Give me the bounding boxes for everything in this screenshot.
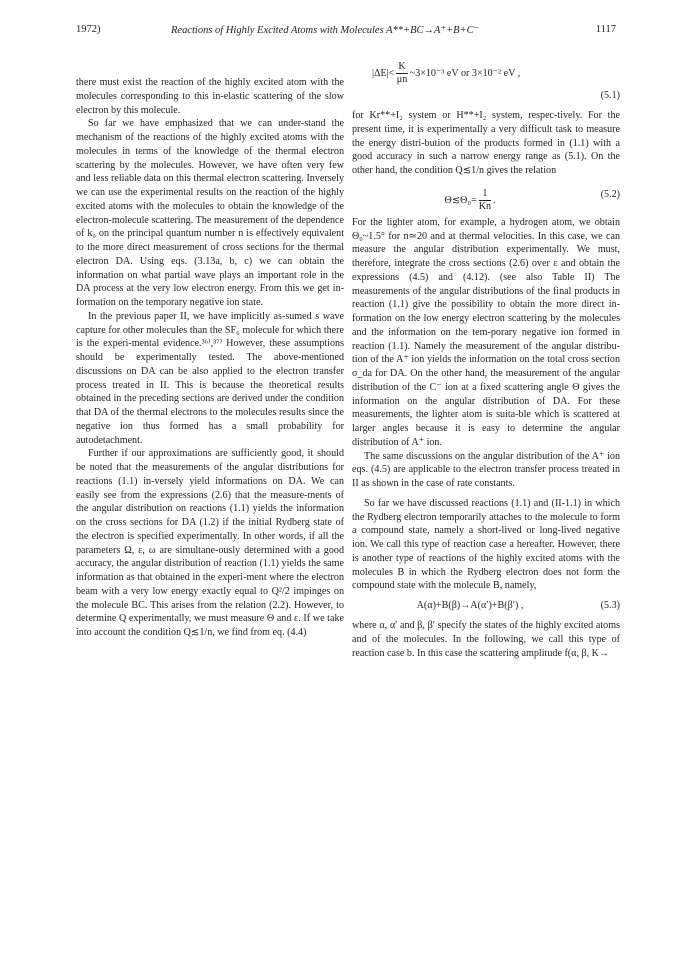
eq-fraction	[479, 188, 491, 213]
paragraph: For the lighter atom, for example, a hydrogen atom, we obtain Θ₀~1.5° for n≃20 and at thermal velocities. In this case, we can measure the angular distribution experimentally. We must, therefore, integrate the cross sections (2.6) over ε and obtain the expressions (4.5) and (4.12). (see also Table II) The measurements of the angular distributions of the final products in reaction (1.1) give the possibility to obtain the more direct in-formation on the low energy electron scattering by the molecules and the information on the tem-porary negative ion formed in reaction (1.1). Namely the measurement of the angular distribu-tion of the A⁺ ion yields the information on the total cross section σ_da for DA. On the other hand, the measurement of the angular distribution of the C⁻ ion at a fixed scattering angle Θ gives the information on the angular distribution of DA. For these measurements, the lighter atom is suita-ble which is scattered at larger angles because it is easy to determine the angular distribution of A⁺ ion.	[352, 216, 620, 448]
fraction-denominator: μn	[396, 74, 408, 85]
equation-5-2	[352, 180, 620, 214]
page-number: 1117	[595, 24, 616, 35]
equation-5-1	[352, 59, 620, 107]
equation-number: (5.2)	[600, 188, 620, 200]
paragraph: there must exist the reaction of the highly excited atom with the molecules corresponding to this in-elastic scattering of the slow electron by this molecule.	[76, 77, 344, 116]
header-year: 1972)	[76, 24, 101, 35]
paragraph: for Kr**+I₂ system or H**+I₂ system, respec-tively. For the present time, it is experimentally a very difficult task to measure the energy distri-bution of the products formed in (1.1) with a good accuracy in such a narrow energy range as (5.1). On the other hand, the condition Q≲1/n gives the relation	[352, 110, 620, 176]
eq-lhs: |ΔE|<	[372, 67, 395, 79]
header-title: Reactions of Highly Excited Atoms with Molecules A**+BC→A⁺+B+C⁻	[171, 25, 480, 36]
left-column	[76, 76, 344, 640]
paragraph: Further if our approximations are sufficiently good, it should be noted that the measurements of the angular distributions for reactions (1.1) in-versely yield informations on DA. We can easily see from the expressions (2.6) that the measure-ments of the angular distribution on reactions (1.1) yields the information on the cross sections for DA (1.2) if the initial Rydberg state of the electron is specified experimentally. In other words, if all the parameters Ω, ε, ω are simultane-ously determined with a good accuracy, the angular distribution of reaction (1.1) yields the same information as that obtained in the experi-ment where the electron beam with a very low energy exactly equal to Q²/2 impinges on the molecule BC. This arises from the relation (2.2). However, to determine Q experimentally, we must measure Θ and ε. If we take into account the condition Q≲1/n, we find from eq. (4.4)	[76, 448, 344, 638]
equation-number: (5.3)	[600, 600, 620, 611]
eq-fraction	[396, 61, 407, 86]
paragraph: So far we have emphasized that we can under-stand the mechanism of the reactions of the highly excited atoms with the molecules in terms of the knowledge of the thermal electron scattering by the molecules. However, we have often very few and less reliable data on this thermal electron scattering. Inversely we can use the experimental results on the reaction of the highly excited atoms with the molecules to obtain the knowledge of the electron-molecule scattering. The measurement of the dependence of k₀ on the principal quantum number n is effectively equivalent to the more direct measurement of cross sections for the thermal electron DA. Using eqs. (3.13a, b, c) we can obtain the information on what partial wave plays an important role in the DA process at the very low electron energy. From this we get in-formation on the temporary negative ion state.	[76, 118, 344, 308]
eq-rhs: .	[493, 194, 496, 206]
paragraph: where α, α′ and β, β′ specify the states of the highly excited atoms and of the molecules. In the following, we call this type of reaction case b. In this case the scattering amplitude f(α, β, K→	[352, 620, 620, 659]
fraction-denominator: Kn	[478, 200, 492, 212]
eq-rhs: ~3×10⁻³ eV or 3×10⁻² eV ,	[409, 67, 521, 79]
eq-body: A(α)+B(β)→A(α′)+B(β′) ,	[416, 600, 524, 611]
paragraph: The same discussions on the angular distribution of the A⁺ ion eqs. (4.5) are applicable to the electron transfer process treated in II as shown in the case of rate constants.	[352, 450, 620, 489]
running-header	[76, 24, 616, 40]
fraction-numerator: 1	[479, 188, 491, 201]
equation-5-3	[352, 595, 620, 617]
paragraph: So far we have discussed reactions (1.1) and (II-1.1) in which the Rydberg electron temporarily attaches to the molecule to form a compound state, namely a short-lived or long-lived negative ion. We call this type of reaction case a hereafter. However, there is another type of reactions of the highly excited atoms with the molecules B in which the Rydberg electron does not form the compound state with the molecule B, namely,	[352, 497, 620, 592]
paragraph: In the previous paper II, we have implicitly as-sumed s wave capture for other molecules than the SF₆ molecule for which there is the experi-mental evidence.³⁶⁾,³⁷⁾ However, these assumptions should be experimentally tested. The above-mentioned discussions on DA can be also applied to the electron transfer process treated in II. This is because the theoretical results obtained in the preceding sections are derived under the condition that DA of the thermal electrons to the molecules results since the negative ion thus formed has a small probability for autodetachment.	[76, 310, 344, 446]
equation-number: (5.1)	[600, 90, 620, 101]
eq-lhs: Θ≲Θ₀=	[444, 194, 477, 206]
fraction-numerator: K	[398, 61, 406, 72]
right-column	[352, 57, 620, 660]
